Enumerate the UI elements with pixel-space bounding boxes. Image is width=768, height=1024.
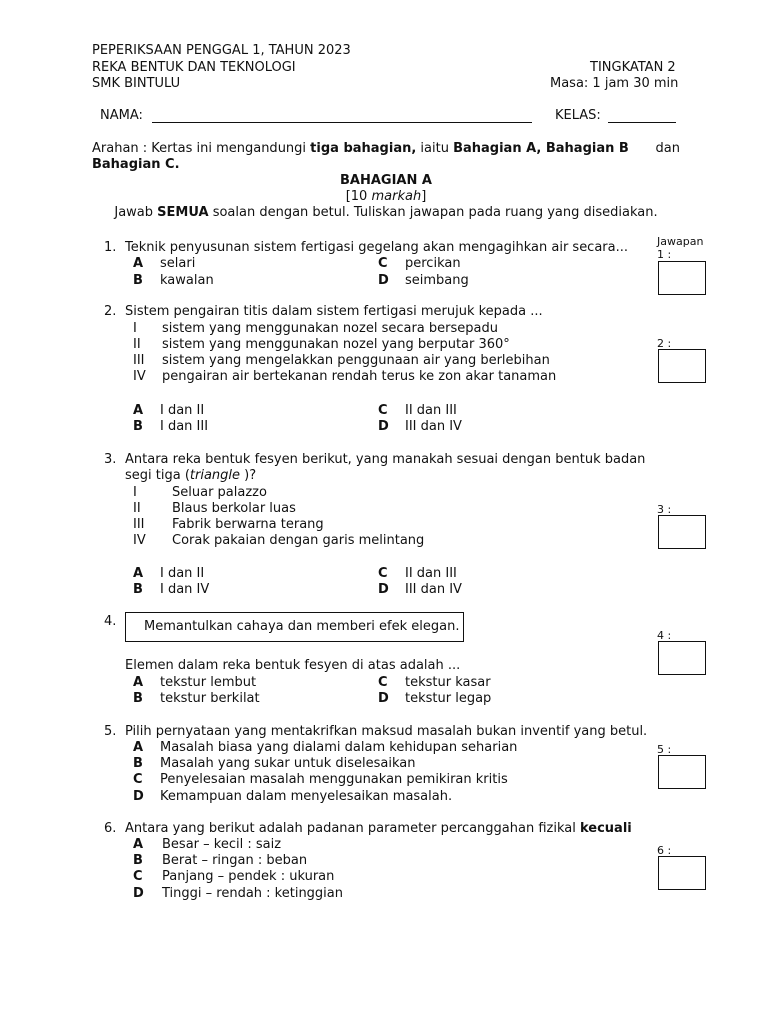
option-letter: C <box>378 566 388 581</box>
question-text: Antara yang berikut adalah padanan parameter percanggahan fizikal <box>125 821 580 836</box>
school-name: SMK BINTULU <box>92 76 181 91</box>
option-letter: D <box>378 691 389 706</box>
instruction-bold: tiga bahagian, <box>310 141 417 156</box>
answer-label-5: 5 : <box>657 743 672 756</box>
instruction-line-2: Bahagian C. <box>92 157 180 172</box>
option-text: II dan III <box>405 566 457 581</box>
time-label: Masa: 1 jam 30 min <box>550 76 679 91</box>
question-number: 1. <box>104 240 117 255</box>
question-bold: kecuali <box>579 821 632 836</box>
option-letter: D <box>378 582 389 597</box>
option-letter: C <box>378 403 388 418</box>
instruction-text: iaitu <box>416 141 454 156</box>
option-text: seimbang <box>405 273 469 288</box>
section-marks <box>0 189 768 205</box>
option-letter: A <box>133 675 144 690</box>
instruction-text: dan <box>655 141 680 156</box>
question-number: 5. <box>104 724 117 739</box>
instruction-bold: Bahagian A, Bahagian B <box>453 141 629 156</box>
option-text: I dan II <box>160 403 205 418</box>
question-text: segi tiga ( <box>125 468 190 483</box>
option-text: Kemampuan dalam menyelesaikan masalah. <box>160 789 453 804</box>
option-letter: B <box>133 756 143 771</box>
option-text: II dan III <box>405 403 457 418</box>
answer-label-1: 1 : <box>657 248 672 261</box>
statement-text: sistem yang menggunakan nozel yang berputar 360° <box>162 337 510 352</box>
class-label: KELAS: <box>555 108 601 123</box>
answer-header: Jawapan <box>657 235 704 248</box>
option-letter: D <box>378 273 389 288</box>
instruction-line-1 <box>92 141 680 157</box>
option-letter: D <box>378 419 389 434</box>
option-text: Panjang – pendek : ukuran <box>162 869 335 884</box>
option-text: Penyelesaian masalah menggunakan pemikiran kritis <box>160 772 508 787</box>
statement-text: Blaus berkolar luas <box>172 501 296 516</box>
option-letter: A <box>133 256 144 271</box>
marks-text: [10 <box>345 189 372 204</box>
statement-text: Seluar palazzo <box>172 485 267 500</box>
answer-label-6: 6 : <box>657 844 672 857</box>
statement-roman: IV <box>133 369 146 384</box>
option-text: I dan II <box>160 566 205 581</box>
statement-roman: III <box>133 517 145 532</box>
option-letter: A <box>133 403 144 418</box>
option-text: tekstur berkilat <box>160 691 260 706</box>
statement-roman: II <box>133 501 141 516</box>
instruction-text: Arahan : Kertas ini mengandungi <box>92 141 311 156</box>
option-text: tekstur lembut <box>160 675 257 690</box>
option-text: tekstur legap <box>405 691 492 706</box>
answer-box-2[interactable] <box>658 349 706 383</box>
option-letter: A <box>133 837 144 852</box>
option-letter: A <box>133 740 144 755</box>
direction-text: Jawab <box>114 205 158 220</box>
answer-label-4: 4 : <box>657 629 672 642</box>
form-label: TINGKATAN 2 <box>590 60 676 75</box>
option-text: I dan III <box>160 419 209 434</box>
option-text: Berat – ringan : beban <box>162 853 308 868</box>
answer-label-2: 2 : <box>657 337 672 350</box>
statement-text: pengairan air bertekanan rendah terus ke zon akar tanaman <box>162 369 557 384</box>
direction-bold: SEMUA <box>157 205 209 220</box>
option-text: percikan <box>405 256 461 271</box>
option-letter: D <box>133 886 144 901</box>
option-text: I dan IV <box>160 582 210 597</box>
statement-text: sistem yang mengelakkan penggunaan air yang berlebihan <box>162 353 550 368</box>
question-text-2 <box>125 468 256 484</box>
answer-box-6[interactable] <box>658 856 706 890</box>
statement-roman: IV <box>133 533 146 548</box>
statement-text: Corak pakaian dengan garis melintang <box>172 533 425 548</box>
option-letter: B <box>133 582 143 597</box>
statement-roman: III <box>133 353 145 368</box>
question-text: Teknik penyusunan sistem fertigasi gegelang akan mengagihkan air secara... <box>125 240 629 255</box>
stimulus-box: Memantulkan cahaya dan memberi efek elegan. <box>125 612 464 642</box>
question-text: )? <box>240 468 257 483</box>
option-letter: B <box>133 419 143 434</box>
statement-text: Fabrik berwarna terang <box>172 517 324 532</box>
option-text: Tinggi – rendah : ketinggian <box>162 886 344 901</box>
option-text: Masalah biasa yang dialami dalam kehidupan seharian <box>160 740 518 755</box>
subject-title: REKA BENTUK DAN TEKNOLOGI <box>92 60 296 75</box>
question-number: 6. <box>104 821 117 836</box>
question-text: Sistem pengairan titis dalam sistem fertigasi merujuk kepada ... <box>125 304 543 319</box>
option-letter: B <box>133 273 143 288</box>
question-text: Elemen dalam reka bentuk fesyen di atas adalah ... <box>125 658 461 673</box>
option-letter: B <box>133 853 143 868</box>
direction-text: soalan dengan betul. Tuliskan jawapan pada ruang yang disediakan. <box>208 205 658 220</box>
option-text: selari <box>160 256 196 271</box>
option-text: Masalah yang sukar untuk diselesaikan <box>160 756 416 771</box>
marks-text: ] <box>421 189 427 204</box>
statement-roman: I <box>133 321 137 336</box>
option-letter: C <box>133 869 143 884</box>
statement-roman: II <box>133 337 141 352</box>
option-text: Besar – kecil : saiz <box>162 837 282 852</box>
question-number: 3. <box>104 452 117 467</box>
option-text: III dan IV <box>405 582 462 597</box>
question-italic: triangle <box>189 468 241 483</box>
option-letter: C <box>378 675 388 690</box>
option-text: III dan IV <box>405 419 462 434</box>
option-letter: D <box>133 789 144 804</box>
option-letter: C <box>133 772 143 787</box>
answer-box-3[interactable] <box>658 515 706 549</box>
name-label: NAMA: <box>100 108 143 123</box>
question-number: 2. <box>104 304 117 319</box>
answer-label-3: 3 : <box>657 503 672 516</box>
class-field-line[interactable] <box>608 122 676 123</box>
question-text-line <box>125 821 632 837</box>
option-letter: C <box>378 256 388 271</box>
option-text: kawalan <box>160 273 214 288</box>
statement-text: sistem yang menggunakan nozel secara bersepadu <box>162 321 498 336</box>
exam-title: PEPERIKSAAN PENGGAL 1, TAHUN 2023 <box>92 43 351 58</box>
option-letter: A <box>133 566 144 581</box>
statement-roman: I <box>133 485 137 500</box>
section-title: BAHAGIAN A <box>340 173 432 188</box>
section-direction <box>0 205 768 221</box>
answer-box-4[interactable] <box>658 641 706 675</box>
question-text: Antara reka bentuk fesyen berikut, yang manakah sesuai dengan bentuk badan <box>125 452 646 467</box>
question-number: 4. <box>104 614 117 629</box>
marks-word: markah <box>371 189 422 204</box>
answer-box-5[interactable] <box>658 755 706 789</box>
question-text: Pilih pernyataan yang mentakrifkan maksud masalah bukan inventif yang betul. <box>125 724 648 739</box>
option-text: tekstur kasar <box>405 675 491 690</box>
name-field-line[interactable] <box>152 122 532 123</box>
option-letter: B <box>133 691 143 706</box>
answer-box-1[interactable] <box>658 261 706 295</box>
